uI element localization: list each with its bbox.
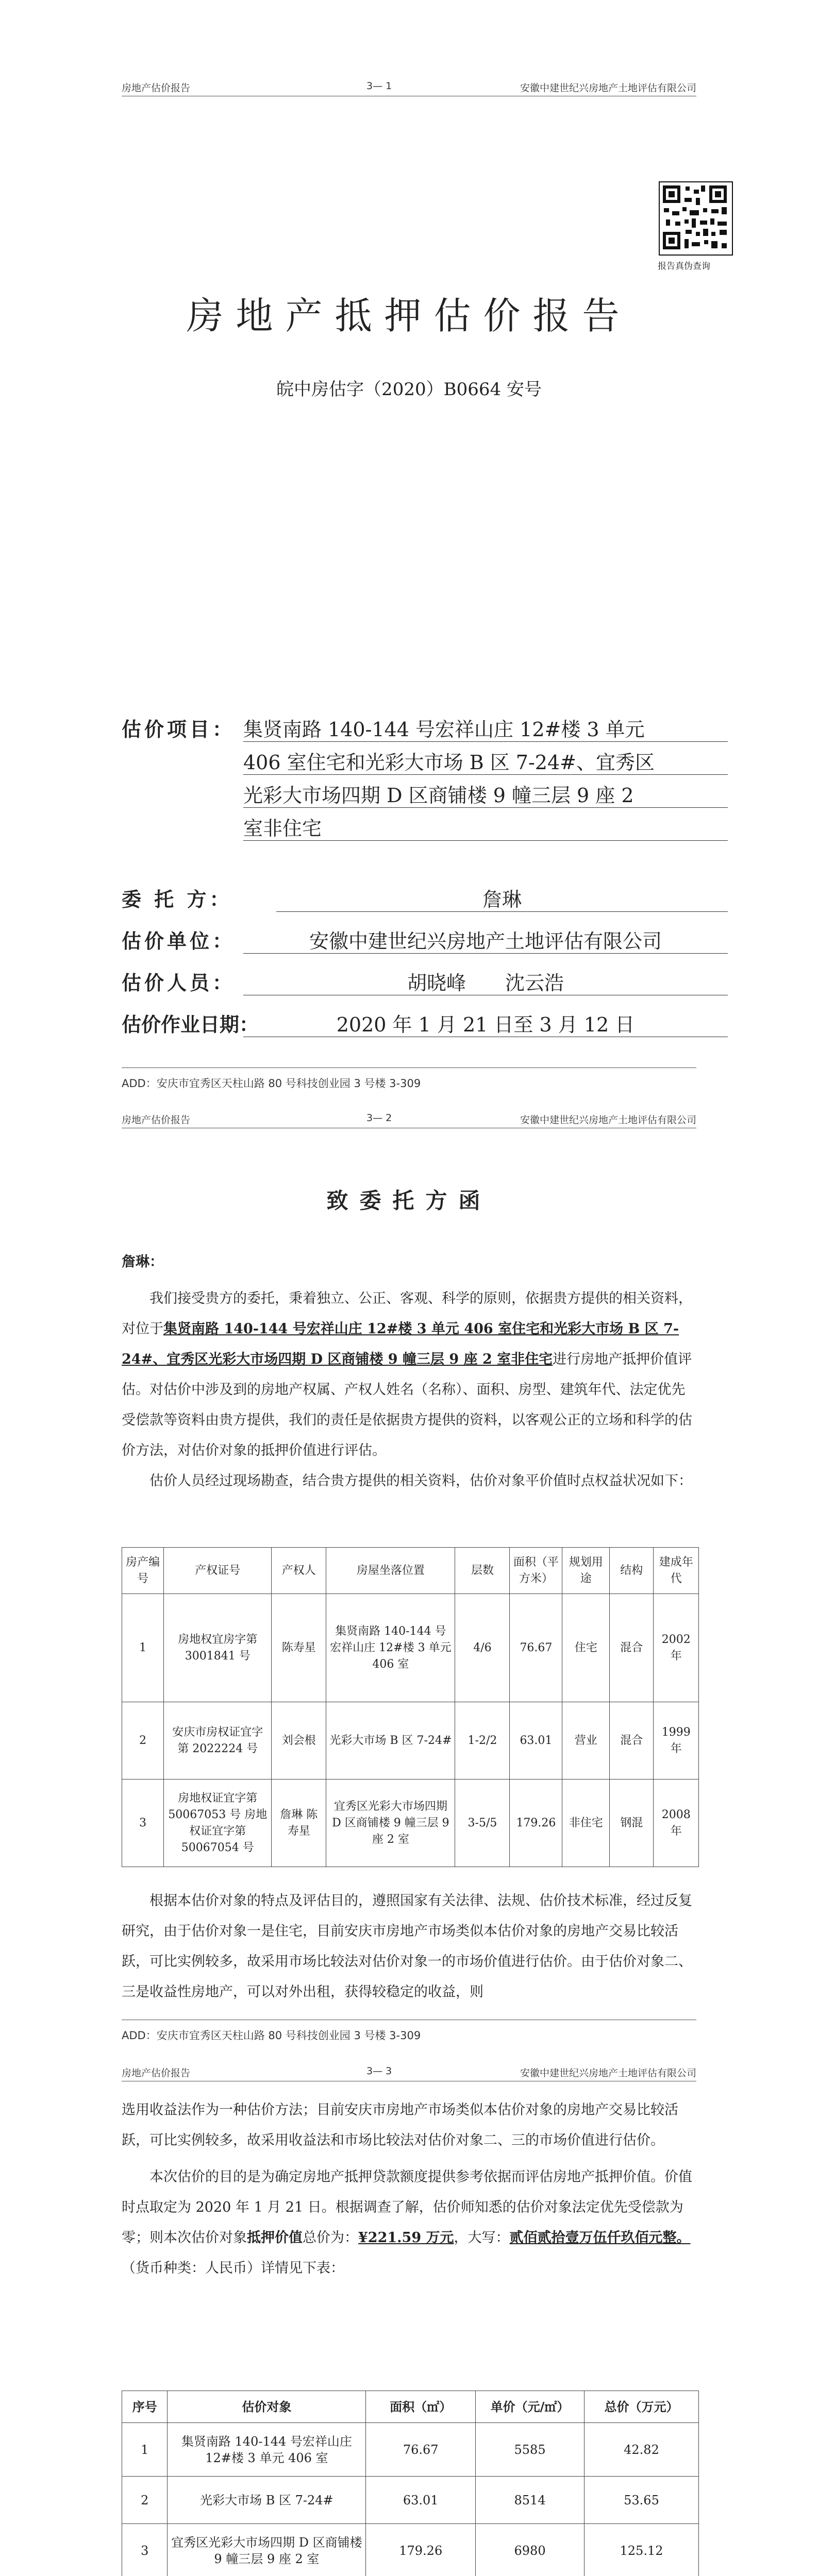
project-row	[122, 714, 730, 868]
table-cell: 光彩大市场 B 区 7-24#	[168, 2477, 366, 2524]
table-header-row	[122, 1548, 699, 1594]
page3-body	[122, 2095, 696, 2283]
page3-paragraph-2: 本次估价的目的是为确定房地产抵押贷款额度提供参考依据而评估房地产抵押价值。价值时点取定为 2020 年 1 月 21 日。根据调查了解，估价师知悉的估价对象法定优先受偿款为零；则本次估价对象抵押价值总价为：¥221.59 万元，大写：贰佰贰拾壹万伍仟玖佰元整。（货币种类：人民币）详情见下表：	[122, 2169, 692, 2276]
qr-code-label: 报告真伪查询	[658, 261, 710, 272]
table-cell: 53.65	[585, 2477, 699, 2524]
client-row	[122, 884, 730, 914]
header-page-number: 3— 1	[366, 80, 392, 92]
table-row	[122, 2524, 699, 2576]
appraiser-org-label: 估价单位：	[122, 929, 236, 953]
property-rights-table	[122, 1547, 699, 1867]
table-cell: 集贤南路 140-144 号宏祥山庄 12#楼 3 单元 406 室	[326, 1594, 455, 1702]
appraisers-label: 估价人员：	[122, 971, 236, 994]
table-cell: 5585	[476, 2423, 585, 2477]
work-date-label: 估价作业日期：	[122, 1013, 259, 1036]
table-header-cell: 总价（万元）	[585, 2391, 699, 2423]
table-cell: 混合	[610, 1702, 654, 1780]
header-company: 安徽中建世纪兴房地产土地评估有限公司	[520, 2067, 696, 2079]
table-row	[122, 2423, 699, 2477]
mortgage-value-label: 抵押价值	[247, 2230, 303, 2246]
table-cell: 住宅	[562, 1594, 610, 1702]
table-header-cell: 产权人	[272, 1548, 326, 1594]
page-footer	[122, 1067, 696, 1091]
report-title: 房地产抵押估价报告	[186, 294, 632, 337]
letter-paragraph-3-block	[122, 1886, 696, 2007]
table-cell: 1	[122, 1594, 164, 1702]
header-company: 安徽中建世纪兴房地产土地评估有限公司	[520, 82, 696, 94]
table-cell: 76.67	[366, 2423, 476, 2477]
header-left: 房地产估价报告	[122, 2067, 191, 2079]
table-cell: 4/6	[455, 1594, 510, 1702]
table-header-cell: 层数	[455, 1548, 510, 1594]
qr-code-icon[interactable]	[659, 181, 733, 256]
header-page-number: 3— 2	[366, 1112, 392, 1124]
page-header	[122, 1110, 696, 1128]
table-cell: 3	[122, 1780, 164, 1867]
letter-paragraph-3: 根据本估价对象的特点及评估目的，遵照国家有关法律、法规、估价技术标准，经过反复研究，由于估价对象一是住宅，目前安庆市房地产市场类似本估价对象的房地产交易比较活跃，可比实例较多，故采用市场比较法对估价对象一的市场价值进行估价。由于估价对象二、三是收益性房地产，可以对外出租，获得较稳定的收益，则	[122, 1893, 692, 2000]
table-header-cell: 建成年代	[654, 1548, 699, 1594]
table-cell: 刘会根	[272, 1702, 326, 1780]
header-left: 房地产估价报告	[122, 82, 191, 94]
footer-address: ADD：安庆市宜秀区天柱山路 80 号科技创业园 3 号楼 3-309	[122, 1077, 421, 1090]
table-cell: 集贤南路 140-144 号宏祥山庄 12#楼 3 单元 406 室	[168, 2423, 366, 2477]
header-company: 安徽中建世纪兴房地产土地评估有限公司	[520, 1114, 696, 1126]
work-date-row	[122, 1009, 730, 1040]
table-cell: 钢混	[610, 1780, 654, 1867]
project-label: 估价项目：	[122, 718, 236, 741]
table-cell: 63.01	[366, 2477, 476, 2524]
table-header-cell: 面积（㎡）	[366, 2391, 476, 2423]
table-cell: 陈寿星	[272, 1594, 326, 1702]
letter-paragraph-2: 估价人员经过现场勘查，结合贵方提供的相关资料，估价对象平价值时点权益状况如下：	[149, 1473, 692, 1489]
table-cell: 詹琳 陈寿星	[272, 1780, 326, 1867]
table-cell: 营业	[562, 1702, 610, 1780]
table-cell: 2008 年	[654, 1780, 699, 1867]
table-header-cell: 规划用途	[562, 1548, 610, 1594]
table-header-cell: 结构	[610, 1548, 654, 1594]
total-value: ¥221.59 万元	[358, 2230, 454, 2246]
table-header-cell: 产权证号	[164, 1548, 272, 1594]
client-value: 詹琳	[276, 884, 728, 912]
header-page-number: 3— 3	[366, 2065, 392, 2077]
table-cell: 179.26	[510, 1780, 562, 1867]
table-cell: 宜秀区光彩大市场四期 D 区商铺楼 9 幢三层 9 座 2 室	[326, 1780, 455, 1867]
letter-paragraph-1: 我们接受贵方的委托，秉着独立、公正、客观、科学的原则，依据贵方提供的相关资料，对位于集贤南路 140-144 号宏祥山庄 12#楼 3 单元 406 室住宅和光彩大市场 B 区 7-24#、宜秀区光彩大市场四期 D 区商铺楼 9 幢三层 9 座 2 室非住宅进行房地产抵押价值评估。对估价中涉及到的房地产权属、产权人姓名（名称）、面积、房型、建筑年代、法定优先受偿款等资料由贵方提供，我们的责任是依据贵方提供的资料，以客观公正的立场和科学的估价方法，对估价对象的抵押价值进行评估。	[122, 1291, 692, 1459]
table-cell: 房地权宜房字第 3001841 号	[164, 1594, 272, 1702]
table-header-cell: 房屋坐落位置	[326, 1548, 455, 1594]
table-cell: 光彩大市场 B 区 7-24#	[326, 1702, 455, 1780]
table-row	[122, 1780, 699, 1867]
table-cell: 2	[122, 1702, 164, 1780]
total-value-uppercase: 贰佰贰拾壹万伍仟玖佰元整。	[509, 2230, 691, 2246]
table-header-cell: 序号	[122, 2391, 168, 2423]
table-cell: 1	[122, 2423, 168, 2477]
table-cell: 1-2/2	[455, 1702, 510, 1780]
table-cell: 42.82	[585, 2423, 699, 2477]
table-cell: 8514	[476, 2477, 585, 2524]
table-cell: 安庆市房权证宜字第 2022224 号	[164, 1702, 272, 1780]
table-row	[122, 1594, 699, 1702]
letter-salutation: 詹琳：	[122, 1254, 163, 1270]
table-cell: 房地权证宜字第 50067053 号 房地权证宜字第 50067054 号	[164, 1780, 272, 1867]
appraisers-value: 胡晓峰 沈云浩	[243, 967, 728, 995]
table-header-cell: 估价对象	[168, 2391, 366, 2423]
letter-body	[122, 1247, 696, 1496]
footer-address: ADD：安庆市宜秀区天柱山路 80 号科技创业园 3 号楼 3-309	[122, 2029, 421, 2042]
table-row	[122, 1702, 699, 1780]
table-header-row	[122, 2391, 699, 2423]
appraisers-row	[122, 967, 730, 998]
report-number: 皖中房估字（2020）B0664 安号	[276, 379, 542, 400]
table-header-cell: 单价（元/㎡）	[476, 2391, 585, 2423]
project-line-2: 406 室住宅和光彩大市场 B 区 7-24#、宜秀区	[243, 747, 728, 775]
table-cell: 1999 年	[654, 1702, 699, 1780]
header-left: 房地产估价报告	[122, 1114, 191, 1126]
work-date-value: 2020 年 1 月 21 日至 3 月 12 日	[243, 1009, 728, 1037]
valuation-result-table	[122, 2391, 699, 2576]
table-cell: 宜秀区光彩大市场四期 D 区商铺楼 9 幢三层 9 座 2 室	[168, 2524, 366, 2576]
table-cell: 63.01	[510, 1702, 562, 1780]
client-label: 委 托 方：	[122, 888, 232, 911]
table-cell: 2	[122, 2477, 168, 2524]
table-cell: 125.12	[585, 2524, 699, 2576]
appraiser-org-value: 安徽中建世纪兴房地产土地评估有限公司	[243, 925, 728, 954]
table-cell: 3	[122, 2524, 168, 2576]
project-line-4: 室非住宅	[243, 812, 728, 841]
letter-title: 致委托方函	[326, 1188, 492, 1213]
page-header	[122, 78, 696, 96]
table-cell: 混合	[610, 1594, 654, 1702]
project-line-1: 集贤南路 140-144 号宏祥山庄 12#楼 3 单元	[243, 714, 728, 742]
table-row	[122, 2477, 699, 2524]
project-line-3: 光彩大市场四期 D 区商铺楼 9 幢三层 9 座 2	[243, 779, 728, 808]
table-cell: 179.26	[366, 2524, 476, 2576]
page-footer	[122, 2020, 696, 2043]
table-header-cell: 房产编号	[122, 1548, 164, 1594]
table-header-cell: 面积（平方米）	[510, 1548, 562, 1594]
page3-paragraph-1: 选用收益法作为一种估价方法；目前安庆市房地产市场类似本估价对象的房地产交易比较活跃，可比实例较多，故采用收益法和市场比较法对估价对象二、三的市场价值进行估价。	[122, 2102, 678, 2148]
table-cell: 非住宅	[562, 1780, 610, 1867]
table-cell: 76.67	[510, 1594, 562, 1702]
page-header	[122, 2063, 696, 2081]
appraisal-object: 集贤南路 140-144 号宏祥山庄 12#楼 3 单元 406 室住宅和光彩大市场 B 区 7-24#、宜秀区光彩大市场四期 D 区商铺楼 9 幢三层 9 座 2 室非住宅	[122, 1321, 679, 1367]
appraiser-org-row	[122, 925, 730, 956]
table-cell: 3-5/5	[455, 1780, 510, 1867]
table-cell: 2002 年	[654, 1594, 699, 1702]
table-cell: 6980	[476, 2524, 585, 2576]
